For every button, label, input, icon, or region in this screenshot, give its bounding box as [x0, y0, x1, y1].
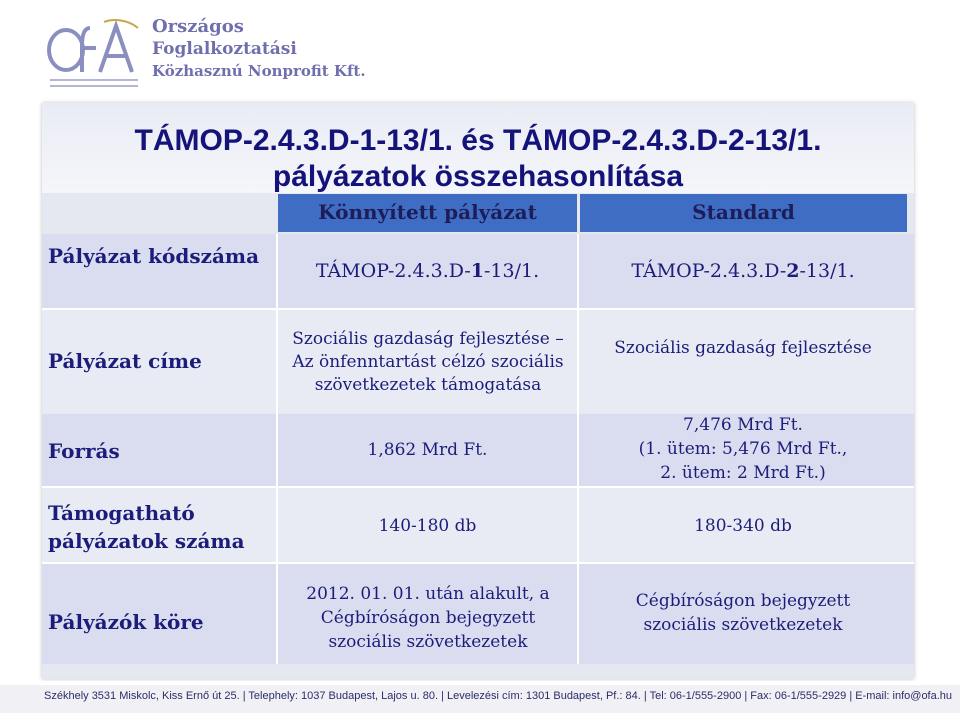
ofa-logo: [44, 14, 374, 94]
slide: [42, 103, 914, 679]
code-light-suffix: -13/1.: [484, 260, 540, 282]
code-standard-prefix: TÁMOP-2.4.3.D-: [631, 260, 787, 282]
source-standard: [579, 410, 907, 488]
title-line-1: TÁMOP-2.4.3.D-1-13/1. és TÁMOP-2.4.3.D-2-13/1.: [134, 124, 822, 157]
source-standard-phase1: (1. ütem: 5,476 Mrd Ft.,: [638, 439, 848, 459]
logo-text: [152, 16, 366, 82]
logo-line-3: Közhasznú Nonprofit Kft.: [152, 62, 366, 80]
label-title: Pályázat címe: [48, 349, 202, 373]
logo-line-2: Foglalkoztatási: [152, 39, 297, 59]
page-title: [42, 123, 914, 195]
label-count: Támogatható pályázatok száma: [48, 501, 245, 553]
logo-line-1: Országos: [152, 16, 244, 37]
header-standard: Standard: [580, 194, 907, 232]
source-standard-total: 7,476 Mrd Ft.: [683, 415, 803, 435]
code-light-number: 1: [470, 260, 485, 282]
code-standard: [579, 253, 907, 289]
ofa-logo-mark: [44, 16, 144, 90]
title-light: Szociális gazdaság fejlesztése – Az önfenntartást célzó szociális szövetkezetek támogatása: [292, 328, 564, 395]
label-code: Pályázat kódszáma: [48, 244, 260, 268]
label-applicants: Pályázók köre: [48, 610, 204, 634]
count-light: 140-180 db: [378, 516, 477, 536]
title-line-2: pályázatok összehasonlítása: [272, 160, 684, 193]
label-source: Forrás: [48, 439, 120, 463]
code-standard-suffix: -13/1.: [799, 260, 855, 282]
footer: [0, 681, 960, 716]
source-standard-phase2: 2. ütem: 2 Mrd Ft.): [660, 463, 826, 483]
row-divider-3: [42, 562, 914, 564]
code-light-prefix: TÁMOP-2.4.3.D-: [315, 260, 471, 282]
header-light-tender: Könnyített pályázat: [278, 194, 577, 232]
footer-contact: Székhely 3531 Miskolc, Kiss Ernő út 25. | Telephely: 1037 Budapest, Lajos u. 80. | Levelezési cím: 1301 Budapest, Pf.: 84. | Tel: 06-1/555-2900 | Fax: 06-1/555-2929 | E-mail: info@ofa.hu: [44, 690, 953, 702]
applicants-standard: Cégbíróságon bejegyzett szociális szövetkezetek: [635, 591, 851, 635]
count-standard: 180-340 db: [694, 516, 792, 536]
source-light: 1,862 Mrd Ft.: [367, 440, 488, 460]
code-light: [278, 253, 577, 289]
code-standard-number: 2: [786, 260, 800, 282]
title-standard: Szociális gazdaság fejlesztése: [614, 338, 872, 358]
applicants-light: 2012. 01. 01. után alakult, a Cégbíróságon bejegyzett szociális szövetkezetek: [306, 584, 550, 652]
